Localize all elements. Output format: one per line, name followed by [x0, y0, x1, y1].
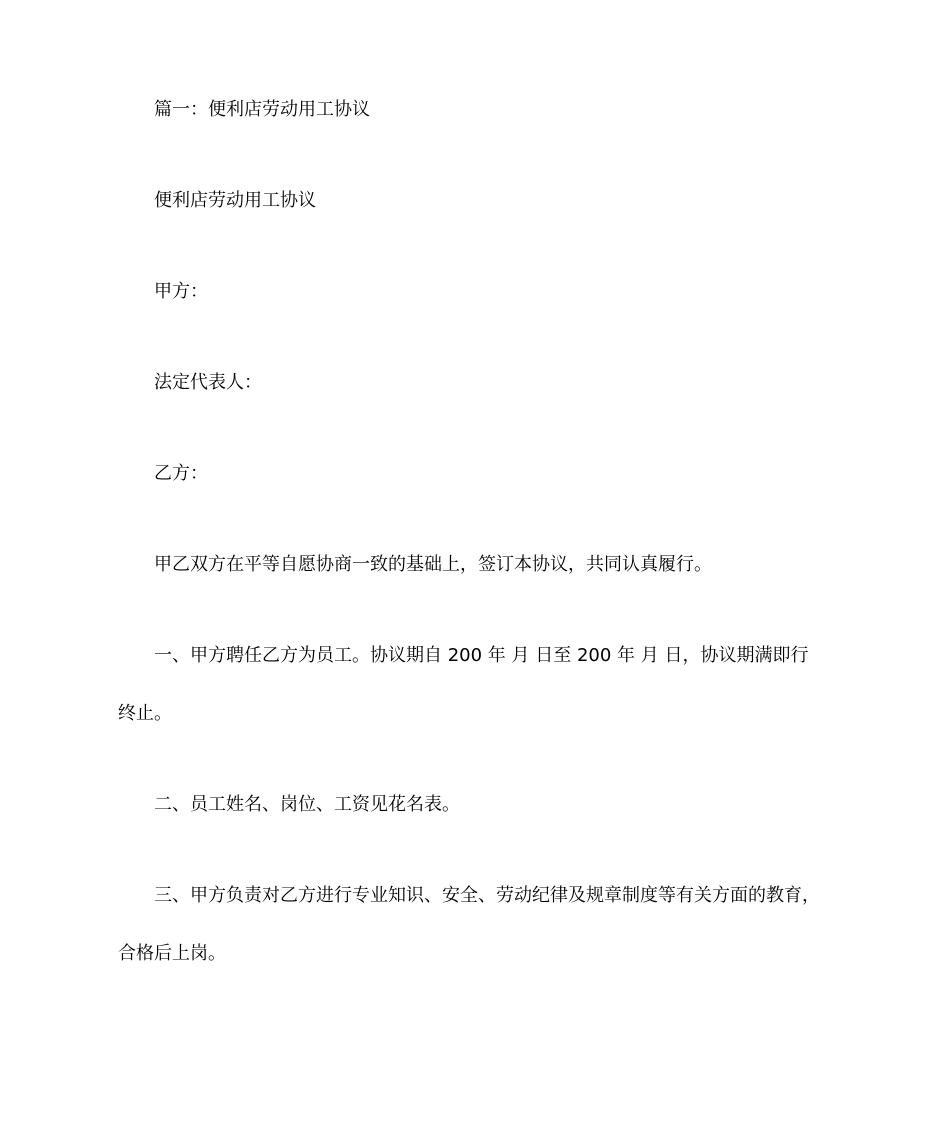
- preamble-paragraph: 甲乙双方在平等自愿协商一致的基础上，签订本协议，共同认真履行。: [154, 554, 712, 575]
- section-heading: 篇一：便利店劳动用工协议: [154, 99, 370, 120]
- clause-1-line-1: 一、甲方聘任乙方为员工。协议期自 200 年 月 日至 200 年 月 日，协议期满即行: [154, 645, 809, 666]
- party-b-label: 乙方：: [154, 463, 208, 484]
- legal-representative-label: 法定代表人：: [154, 372, 262, 393]
- clause-1-line-2: 终止。: [118, 703, 172, 724]
- clause-3-line-2: 合格后上岗。: [118, 943, 226, 964]
- clause-2: 二、员工姓名、岗位、工资见花名表。: [154, 794, 460, 815]
- party-a-label: 甲方：: [154, 281, 208, 302]
- document-title: 便利店劳动用工协议: [154, 190, 316, 211]
- clause-3-line-1: 三、甲方负责对乙方进行专业知识、安全、劳动纪律及规章制度等有关方面的教育，: [154, 885, 820, 906]
